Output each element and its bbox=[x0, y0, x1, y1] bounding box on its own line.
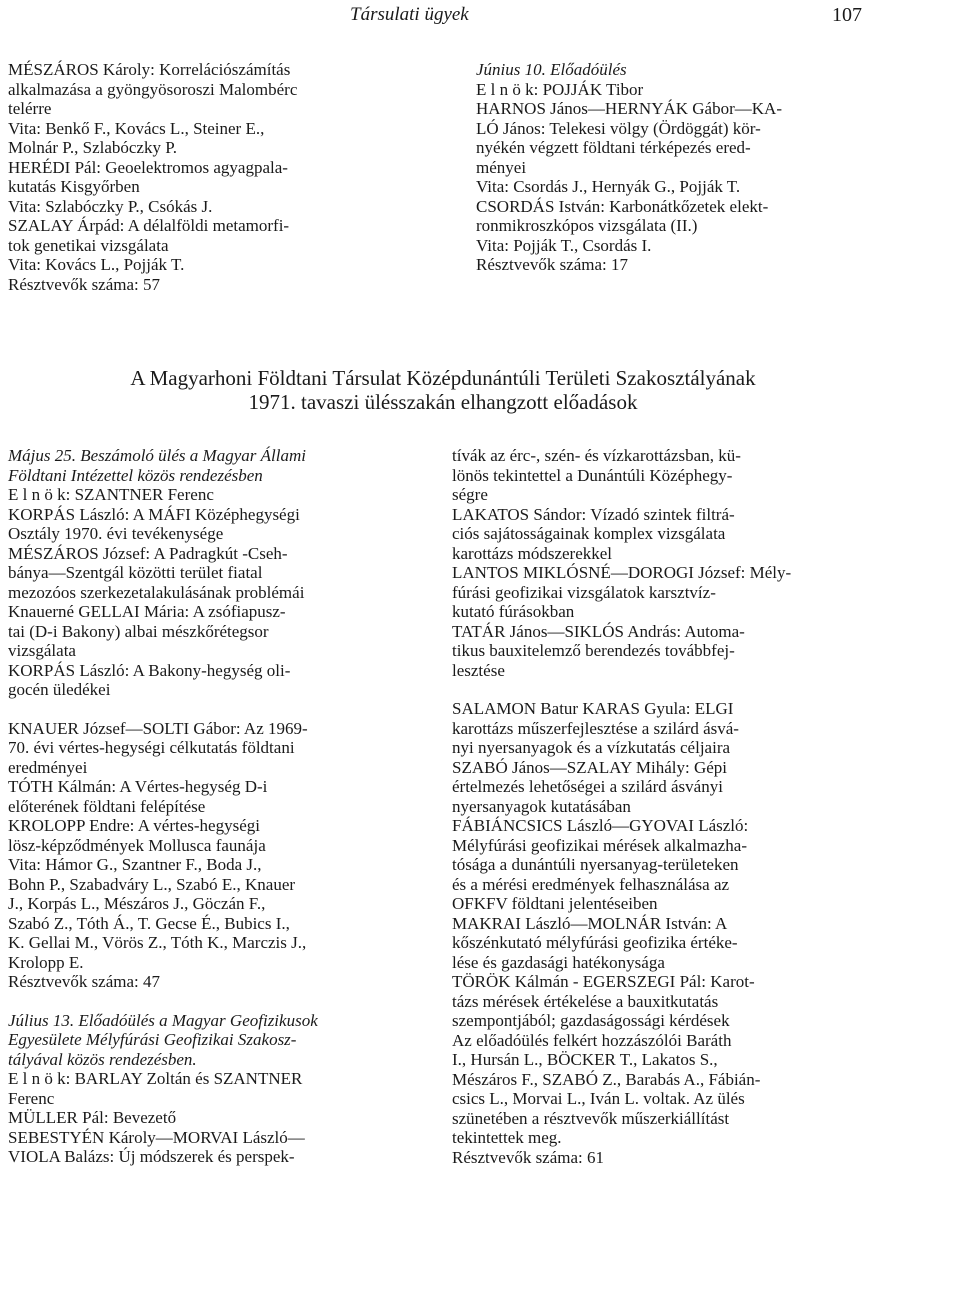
paragraph: MÉSZÁROS József: A Padragkút -Cseh- bánya—Szentgál közötti terület fiatal mezozóos szerkezetalakulásának problémái bbox=[8, 543, 305, 602]
paragraph: KNAUER József—SOLTI Gábor: Az 1969- 70. évi vértes-hegységi célkutatás földtani eredményei bbox=[8, 718, 308, 777]
top-left-column bbox=[8, 60, 426, 294]
paragraph: Résztvevők száma: 47 bbox=[8, 972, 161, 991]
paragraph: FÁBIÁNCSICS László—GYOVAI László: Mélyfúrási geofizikai mérések alkalmazha- tósága a dunántúli nyersanyag-területeken és a mérési eredmények felhasználása az OFKFV földtani jelentéseiben bbox=[452, 816, 749, 913]
paragraph: Vita: Pojják T., Csordás I. bbox=[476, 235, 652, 255]
paragraph: Vita: Hámor G., Szantner F., Boda J., Bohn P., Szabadváry L., Szabó E., Knauer J., Korpás L., Mészáros J., Göczán F., Szabó Z., Tóth Á., T. Gecse É., Bubics I., K. Gellai M., Vörös Z., Tóth K., Marczis J., Krolopp E. bbox=[8, 855, 307, 972]
paragraph: Vita: Kovács L., Pojják T. bbox=[8, 255, 185, 274]
paragraph: tívák az érc-, szén- és vízkarottázsban, kü- lönös tekintettel a Dunántúli Középhegy- ségre bbox=[452, 446, 741, 504]
section-title: A Magyarhoni Földtani Társulat Középdunántúli Területi Szakosztályának 1971. tavaszi ülésszakán elhangzott előadások bbox=[130, 366, 756, 414]
top-right-column bbox=[476, 60, 864, 275]
paragraph: MÉSZÁROS Károly: Korrelációszámítás alkalmazása a gyöngyösoroszi Malombérc telérre bbox=[8, 60, 298, 118]
paragraph-gap bbox=[452, 680, 868, 699]
paragraph: Knauerné GELLAI Mária: A zsófiapusz- tai (D-i Bakony) albai mészkőrétegsor vizsgálata bbox=[8, 602, 286, 660]
session-heading: Június 10. Előadóülés bbox=[476, 60, 627, 79]
paragraph: Résztvevők száma: 17 bbox=[476, 255, 629, 274]
paragraph: HERÉDI Pál: Geoelektromos agyagpala- kutatás Kisgyőrben bbox=[8, 157, 288, 196]
paragraph: TÓTH Kálmán: A Vértes-hegység D-i előterének földtani felépítése bbox=[8, 777, 268, 816]
paragraph: LAKATOS Sándor: Vízadó szintek filtrá- ciós sajátosságainak komplex vizsgálata karottázs módszerekkel bbox=[452, 504, 735, 563]
paragraph: E l n ö k: BARLAY Zoltán és SZANTNER Ferenc bbox=[8, 1069, 303, 1108]
paragraph: KORPÁS László: A Bakony-hegység oli- gocén üledékei bbox=[8, 660, 291, 699]
paragraph: HARNOS János—HERNYÁK Gábor—KA- LÓ János: Telekesi völgy (Ördöggát) kör- nyékén végzett földtani térképezés ered- ményei bbox=[476, 99, 782, 177]
paragraph: SZALAY Árpád: A délalföldi metamorfi- tok genetikai vizsgálata bbox=[8, 216, 290, 255]
paragraph: Vita: Szlabóczky P., Csókás J. bbox=[8, 196, 213, 216]
running-head bbox=[0, 4, 960, 28]
session-heading: Július 13. Előadóülés a Magyar Geofizikusok Egyesülete Mélyfúrási Geofizikai Szakosz- tályával közös rendezésben. bbox=[8, 1010, 318, 1069]
journal-title: Társulati ügyek bbox=[350, 4, 469, 25]
paragraph: E l n ö k: SZANTNER Ferenc bbox=[8, 485, 214, 504]
paragraph: Vita: Csordás J., Hernyák G., Pojják T. bbox=[476, 177, 741, 196]
page-number: 107 bbox=[832, 4, 862, 26]
paragraph: KORPÁS László: A MÁFI Középhegységi Osztály 1970. évi tevékenysége bbox=[8, 504, 300, 543]
paragraph: LANTOS MIKLÓSNÉ—DOROGI József: Mély- fúrási geofizikai vizsgálatok karsztvíz- kutató fúrásokban bbox=[452, 563, 792, 621]
paragraph: Az előadóülés felkért hozzászólói Baráth I., Hursán L., BÖCKER T., Lakatos S., Mészáros F., SZABÓ Z., Barabás A., Fábián- csics L., Morvai L., Iván L. voltak. Az ülés szünetében a résztvevők műszerkiállítást tekintettek meg. bbox=[452, 1030, 761, 1147]
paragraph: CSORDÁS István: Karbonátkőzetek elekt- ronmikroszkópos vizsgálata (II.) bbox=[476, 196, 769, 235]
paragraph: TATÁR János—SIKLÓS András: Automa- tikus bauxitelemző berendezés továbbfej- lesztése bbox=[452, 621, 745, 680]
paragraph: SEBESTYÉN Károly—MORVAI László— VIOLA Balázs: Új módszerek és perspek- bbox=[8, 1127, 305, 1166]
paragraph: SZABÓ János—SZALAY Mihály: Gépi értelmezés lehetőségei a szilárd ásványi nyersanyagok kutatásában bbox=[452, 757, 727, 816]
bottom-left-column bbox=[8, 446, 426, 1167]
paragraph: Résztvevők száma: 61 bbox=[452, 1147, 605, 1167]
paragraph-gap bbox=[8, 700, 426, 719]
paragraph: MAKRAI László—MOLNÁR István: A kőszénkutató mélyfúrási geofizika értéke- lése és gazdasági hatékonysága bbox=[452, 913, 738, 972]
paragraph: SALAMON Batur KARAS Gyula: ELGI karottázs műszerfejlesztése a szilárd ásvá- nyi nyersanyagok és a vízkutatás céljaira bbox=[452, 699, 739, 757]
paragraph: TÖRÖK Kálmán - EGERSZEGI Pál: Karot- tázs mérések értékelése a bauxitkutatás szempontjából; gazdaságossági kérdések bbox=[452, 972, 755, 1030]
bottom-right-column bbox=[452, 446, 868, 1167]
paragraph: KROLOPP Endre: A vértes-hegységi lösz-képződmények Mollusca faunája bbox=[8, 816, 266, 855]
paragraph: Résztvevők száma: 57 bbox=[8, 274, 161, 294]
paragraph-gap bbox=[8, 992, 426, 1011]
session-heading: Május 25. Beszámoló ülés a Magyar Állami Földtani Intézettel közös rendezésben bbox=[8, 446, 306, 485]
paragraph: E l n ö k: POJJÁK Tibor bbox=[476, 79, 644, 99]
paragraph: MÜLLER Pál: Bevezető bbox=[8, 1108, 177, 1127]
paragraph: Vita: Benkő F., Kovács L., Steiner E., Molnár P., Szlabóczky P. bbox=[8, 118, 265, 157]
